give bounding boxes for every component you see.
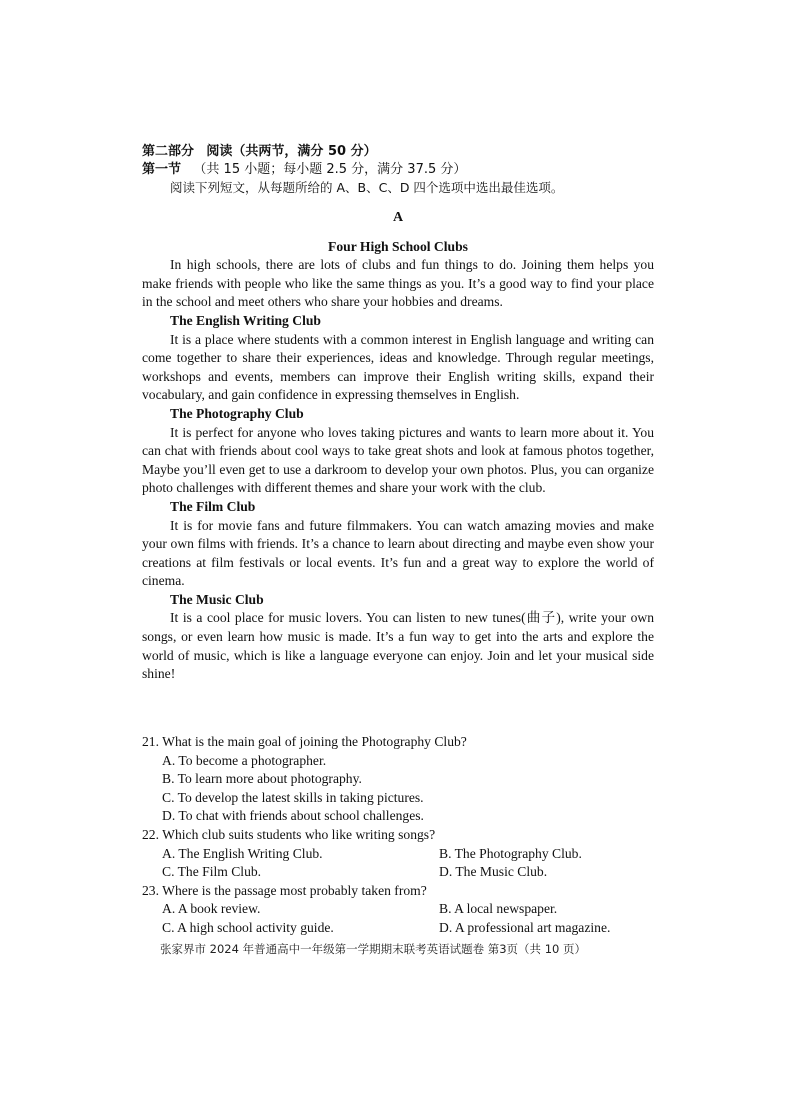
club-description: It is a place where students with a common interest in English language and writing can come together to share their experiences, ideas and knowledge. Through regular meetings, workshops and events, members can improve their English writing skills, expand their vocabulary, and gain confidence in expressing themselves in English. [142, 331, 654, 403]
club-heading: The Music Club [170, 591, 264, 607]
option-row [142, 863, 662, 882]
instruction: 阅读下列短文，从每题所给的 A、B、C、D 四个选项中选出最佳选项。 [170, 180, 564, 195]
club-description: It is for movie fans and future filmmakers. You can watch amazing movies and make your own films with friends. It’s a chance to learn about directing and maybe even show your creations at film festivals or local events. It’s fun and a great way to explore the world of cinema. [142, 517, 654, 589]
answer-option: C. To develop the latest skills in taking pictures. [162, 789, 424, 805]
club-heading: The Photography Club [170, 405, 304, 421]
passage-title: Four High School Clubs [328, 238, 468, 254]
club-heading: The English Writing Club [170, 312, 321, 328]
question-stem: 22. Which club suits students who like writing songs? [142, 826, 436, 842]
questions-block [142, 733, 662, 938]
question-stem: 23. Where is the passage most probably taken from? [142, 882, 427, 898]
club-heading: The Film Club [170, 498, 256, 514]
answer-option: A. To become a photographer. [162, 752, 327, 768]
question-stem: 21. What is the main goal of joining the Photography Club? [142, 734, 467, 749]
club-description: It is a cool place for music lovers. You can listen to new tunes(曲子), write your own songs, or even learn how music is made. It’s a fun way to get into the arts and explore the world of music, which is like a language everyone can enjoy. Join and let your musical side shine! [142, 610, 654, 682]
answer-option: A. The English Writing Club. [162, 845, 323, 861]
passage-letter: A [392, 210, 404, 225]
answer-option: C. A high school activity guide. [162, 919, 334, 935]
section-detail: （共 15 小题；每小题 2.5 分，满分 37.5 分） [193, 162, 467, 177]
answer-option: B. A local newspaper. [439, 901, 558, 917]
part-heading [142, 143, 654, 161]
option-row [142, 919, 662, 938]
answer-option: A. A book review. [162, 901, 261, 917]
answer-option: B. The Photography Club. [439, 845, 582, 861]
answer-option: D. A professional art magazine. [439, 919, 611, 935]
passage-intro: In high schools, there are lots of clubs and fun things to do. Joining them helps you make friends with people who like the same things as you. It’s a good way to find your place in the school and meet others who share your hobbies and dreams. [142, 257, 654, 310]
option-row [142, 845, 662, 864]
section-label: 第一节 [142, 162, 182, 177]
club-description: It is perfect for anyone who loves taking pictures and wants to learn more about it. You can chat with friends about cool ways to take great shots and look at famous photos together, Maybe you’ll even get to use a darkroom to develop your own photos. Plus, you can organize photo challenges with different themes and share your work with the club. [142, 424, 654, 496]
reading-section [142, 143, 654, 684]
answer-option: B. To learn more about photography. [162, 771, 362, 787]
page-footer: 张家界市 2024 年普通高中一年级第一学期期末联考英语试题卷 第3页（共 10 页） [160, 942, 586, 956]
section-heading [142, 161, 654, 179]
answer-option: C. The Film Club. [162, 864, 262, 880]
answer-option: D. To chat with friends about school challenges. [162, 808, 424, 824]
part-title: 阅读（共两节，满分 50 分） [206, 144, 377, 159]
answer-option: D. The Music Club. [439, 864, 548, 880]
option-row [142, 900, 662, 919]
part-label: 第二部分 [142, 144, 195, 159]
